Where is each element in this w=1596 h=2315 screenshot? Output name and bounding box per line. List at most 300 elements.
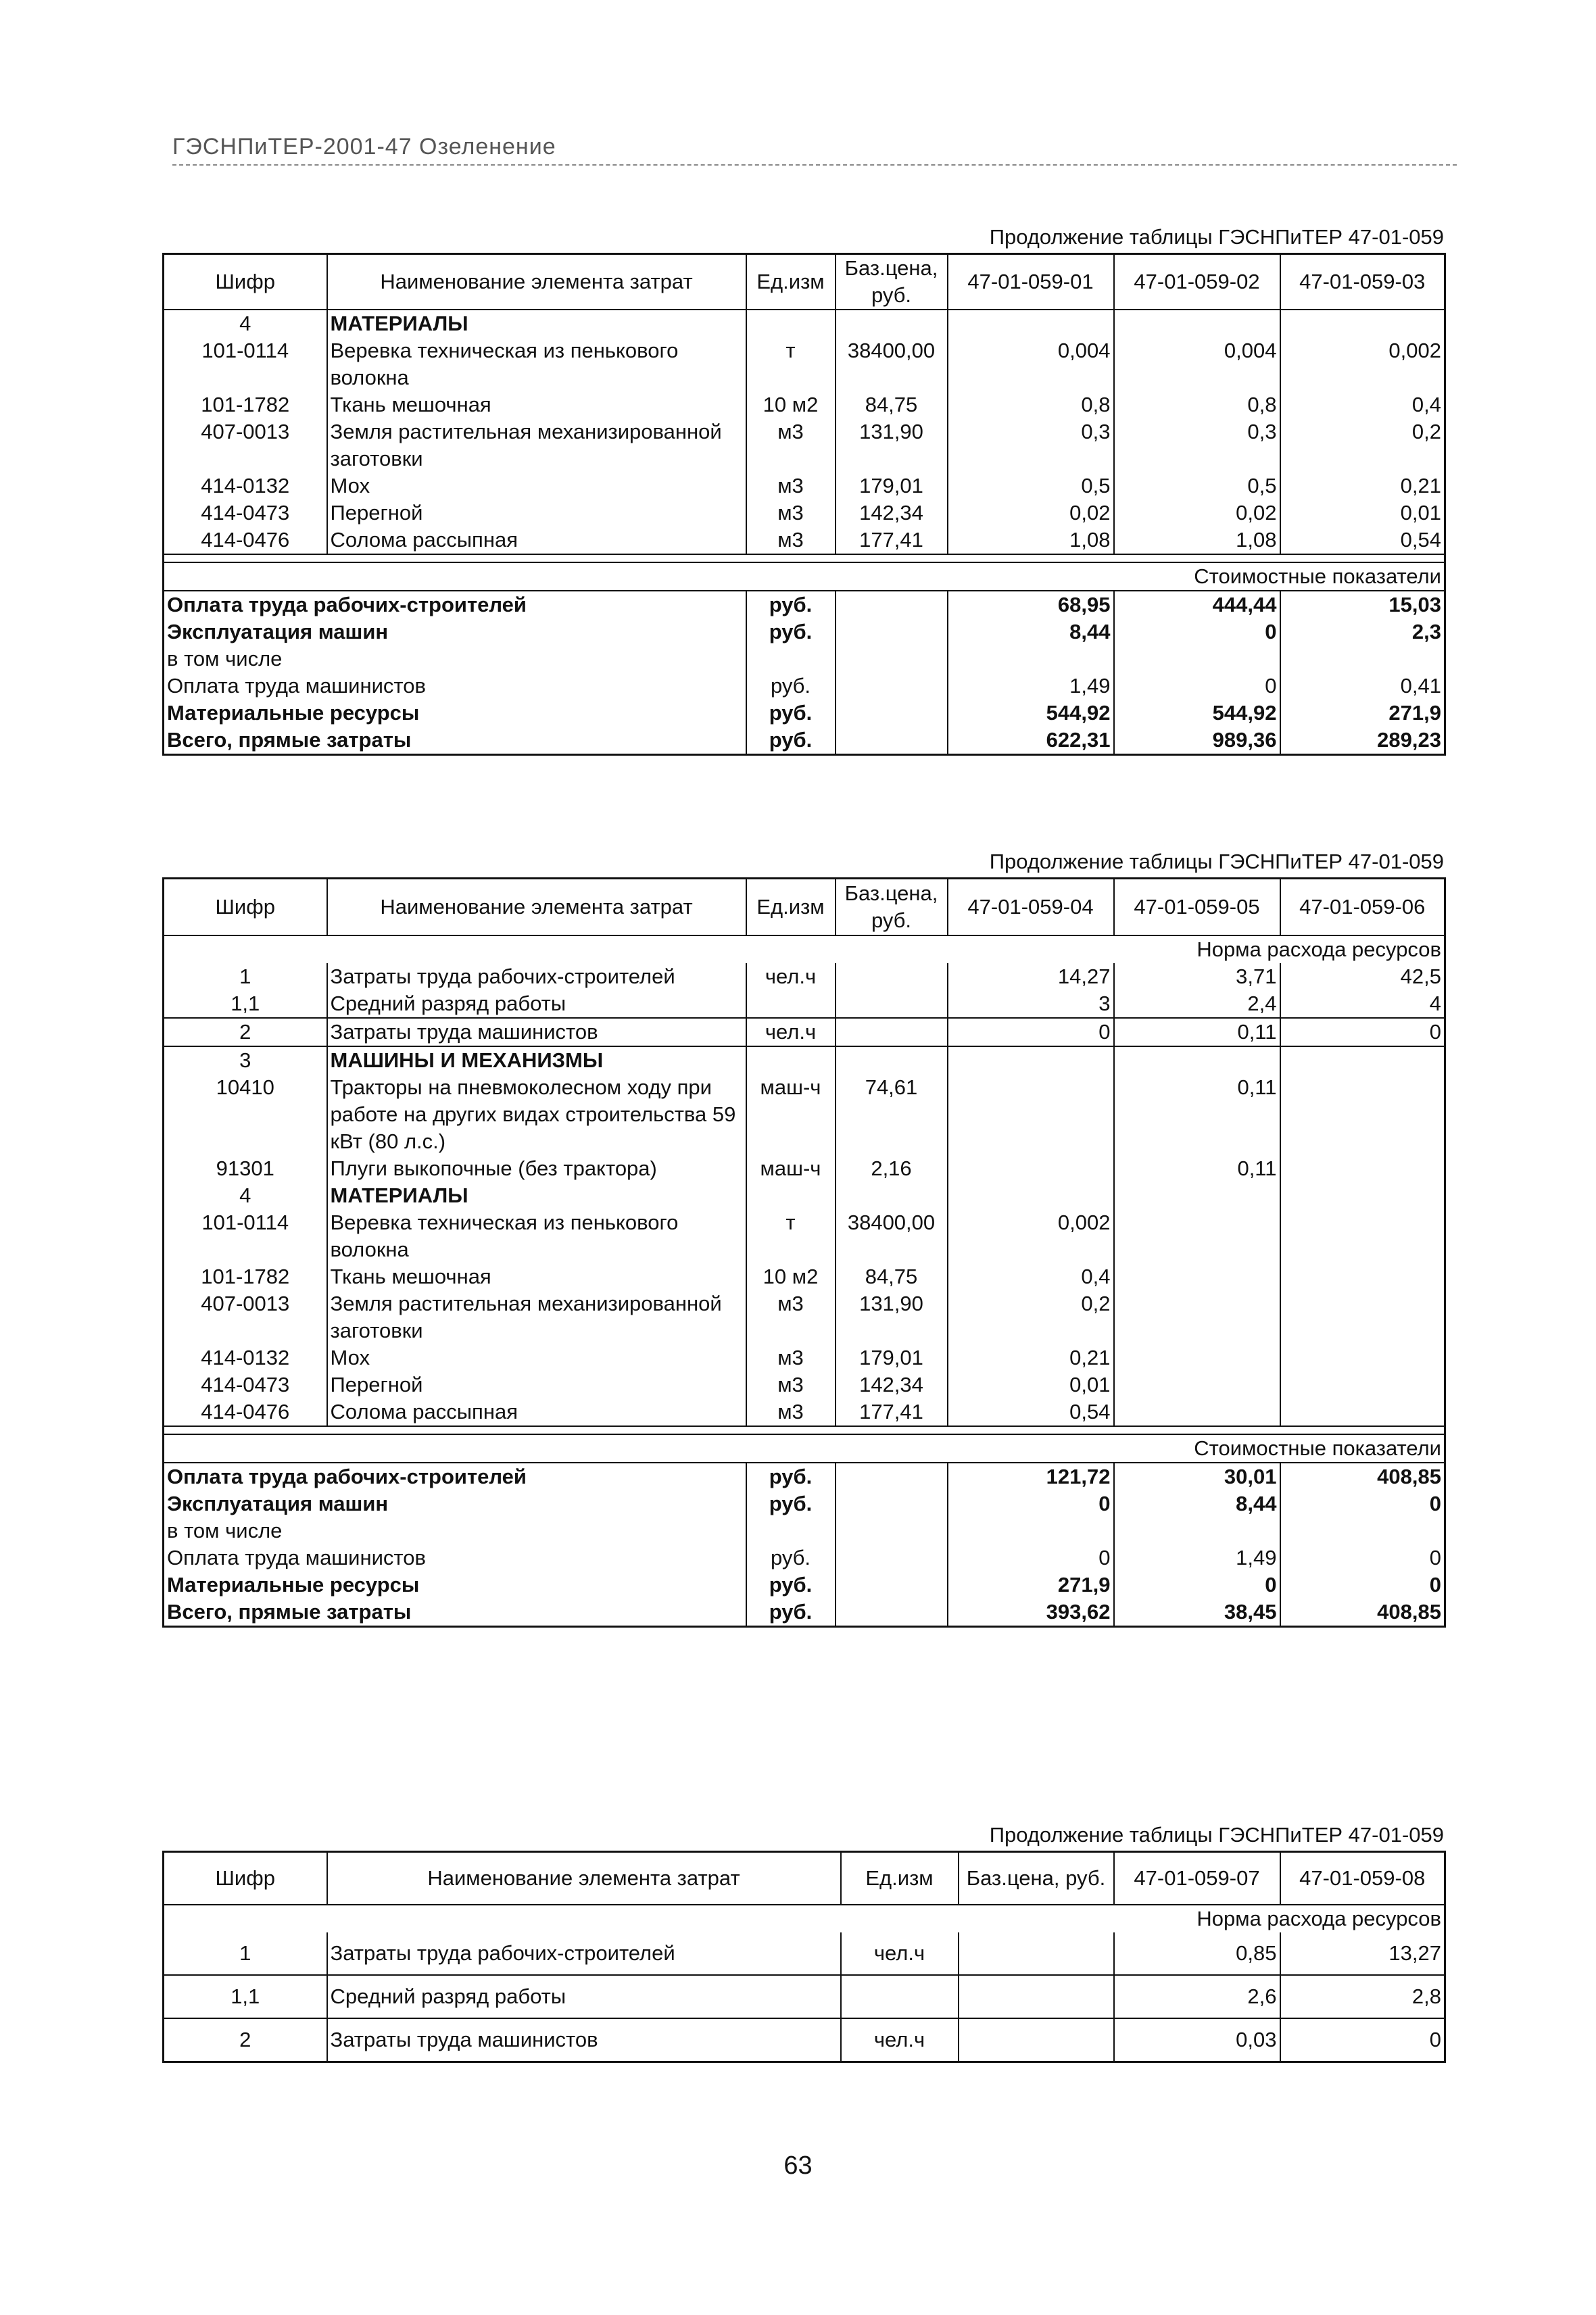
value-cell: 2,6: [1114, 1975, 1280, 2018]
section-label-row: [164, 935, 1445, 963]
value-cell: [948, 310, 1114, 337]
unit-cell: [746, 1046, 836, 1074]
price-cell: [836, 1517, 948, 1544]
name-cell: МАТЕРИАЛЫ: [327, 1182, 746, 1209]
name-cell: Средний разряд работы: [327, 1975, 841, 2018]
col-header-variant: 47-01-059-05: [1114, 879, 1280, 935]
value-cell: 3,71: [1114, 963, 1280, 990]
price-cell: [836, 591, 948, 618]
name-cell: Ткань мешочная: [327, 391, 746, 418]
name-cell: Ткань мешочная: [327, 1263, 746, 1290]
price-cell: [836, 673, 948, 700]
col-header-unit: Ед.изм: [746, 879, 836, 935]
value-cell: 0,01: [948, 1371, 1114, 1398]
value-cell: 0,3: [1114, 418, 1280, 472]
col-header-variant: 47-01-059-01: [948, 254, 1114, 310]
code-cell: 4: [164, 310, 327, 337]
code-cell: 414-0132: [164, 472, 327, 499]
value-cell: 2,8: [1280, 1975, 1445, 2018]
value-cell: 0,21: [948, 1344, 1114, 1371]
col-header-name: Наименование элемента затрат: [327, 879, 746, 935]
value-cell: 13,27: [1280, 1932, 1445, 1975]
value-cell: 0,5: [948, 472, 1114, 499]
price-cell: [836, 1599, 948, 1627]
price-cell: [836, 700, 948, 727]
header-row: [164, 879, 1445, 935]
value-cell: 0,85: [1114, 1932, 1280, 1975]
spacer-cell: [164, 554, 1445, 562]
price-cell: [836, 1571, 948, 1599]
code-cell: 407-0013: [164, 418, 327, 472]
col-header-unit: Ед.изм: [841, 1852, 959, 1905]
value-cell: [1280, 1182, 1445, 1209]
value-cell: 393,62: [948, 1599, 1114, 1627]
cost-row: [164, 1571, 1445, 1599]
table-row: [164, 391, 1445, 418]
table-1-body: [164, 310, 1445, 755]
code-cell: 10410: [164, 1074, 327, 1155]
value-cell: [1114, 1290, 1280, 1344]
value-cell: 0,11: [1114, 1155, 1280, 1182]
name-cell: МАШИНЫ И МЕХАНИЗМЫ: [327, 1046, 746, 1074]
unit-cell: т: [746, 337, 836, 391]
unit-cell: руб.: [746, 673, 836, 700]
price-cell: 142,34: [836, 1371, 948, 1398]
name-cell: Средний разряд работы: [327, 990, 746, 1018]
table-row: [164, 1975, 1445, 2018]
header-row: [164, 1852, 1445, 1905]
continuation-caption: Продолжение таблицы ГЭСНПиТЕР 47-01-059: [989, 850, 1444, 873]
unit-cell: руб.: [746, 700, 836, 727]
section-label-row: [164, 1434, 1445, 1463]
unit-cell: 10 м2: [746, 1263, 836, 1290]
value-cell: 30,01: [1114, 1463, 1280, 1490]
unit-cell: [746, 310, 836, 337]
value-cell: 0: [948, 1544, 1114, 1571]
price-cell: [959, 1975, 1114, 2018]
value-cell: 1,49: [948, 673, 1114, 700]
value-cell: 0: [1280, 1490, 1445, 1517]
table-row: [164, 310, 1445, 337]
cost-label: Оплата труда машинистов: [164, 673, 746, 700]
value-cell: [1280, 310, 1445, 337]
name-cell: Затраты труда машинистов: [327, 1018, 746, 1046]
code-cell: 1,1: [164, 1975, 327, 2018]
price-cell: [836, 963, 948, 990]
value-cell: 2,3: [1280, 618, 1445, 645]
code-cell: 91301: [164, 1155, 327, 1182]
value-cell: [1280, 1344, 1445, 1371]
unit-cell: 10 м2: [746, 391, 836, 418]
code-cell: 1,1: [164, 990, 327, 1018]
name-cell: МАТЕРИАЛЫ: [327, 310, 746, 337]
value-cell: 8,44: [1114, 1490, 1280, 1517]
cost-label: Оплата труда рабочих-строителей: [164, 591, 746, 618]
value-cell: 289,23: [1280, 727, 1445, 755]
code-cell: 414-0132: [164, 1344, 327, 1371]
value-cell: 0: [1114, 618, 1280, 645]
code-cell: 407-0013: [164, 1290, 327, 1344]
value-cell: 0,11: [1114, 1074, 1280, 1155]
value-cell: [1114, 1517, 1280, 1544]
resource-table-3: [162, 1851, 1446, 2063]
value-cell: 1,08: [948, 527, 1114, 554]
table-row: [164, 963, 1445, 990]
value-cell: [1114, 1046, 1280, 1074]
value-cell: 0,002: [1280, 337, 1445, 391]
col-header-price: Баз.цена, руб.: [836, 879, 948, 935]
unit-cell: руб.: [746, 591, 836, 618]
cost-row: [164, 618, 1445, 645]
code-cell: 2: [164, 1018, 327, 1046]
col-header-code: Шифр: [164, 1852, 327, 1905]
name-cell: Веревка техническая из пенькового волокна: [327, 1209, 746, 1263]
value-cell: 0,02: [948, 499, 1114, 527]
price-cell: 177,41: [836, 1398, 948, 1426]
value-cell: 0,03: [1114, 2018, 1280, 2062]
table-row: [164, 1371, 1445, 1398]
value-cell: [1280, 1398, 1445, 1426]
price-cell: [836, 727, 948, 755]
price-cell: 179,01: [836, 472, 948, 499]
cost-row: [164, 1490, 1445, 1517]
table-2-body: [164, 935, 1445, 1627]
table-row: [164, 1046, 1445, 1074]
cost-row: [164, 645, 1445, 673]
unit-cell: маш-ч: [746, 1155, 836, 1182]
value-cell: [1114, 1398, 1280, 1426]
spacer-cell: [164, 1426, 1445, 1434]
value-cell: 544,92: [1114, 700, 1280, 727]
value-cell: 0,004: [948, 337, 1114, 391]
value-cell: 0: [1280, 1544, 1445, 1571]
value-cell: 622,31: [948, 727, 1114, 755]
price-cell: 74,61: [836, 1074, 948, 1155]
price-cell: [836, 990, 948, 1018]
col-header-unit: Ед.изм: [746, 254, 836, 310]
continuation-caption: Продолжение таблицы ГЭСНПиТЕР 47-01-059: [989, 1823, 1444, 1847]
value-cell: 0,11: [1114, 1018, 1280, 1046]
unit-cell: руб.: [746, 1571, 836, 1599]
table-row: [164, 472, 1445, 499]
value-cell: 0,4: [1280, 391, 1445, 418]
price-cell: [959, 1932, 1114, 1975]
value-cell: 0,3: [948, 418, 1114, 472]
table-block-2: [162, 848, 1444, 1628]
name-cell: Веревка техническая из пенькового волокна: [327, 337, 746, 391]
value-cell: [1280, 1290, 1445, 1344]
header-row: [164, 254, 1445, 310]
price-cell: 177,41: [836, 527, 948, 554]
unit-cell: м3: [746, 472, 836, 499]
table-row: [164, 527, 1445, 554]
value-cell: [1114, 310, 1280, 337]
unit-cell: м3: [746, 527, 836, 554]
price-cell: 131,90: [836, 418, 948, 472]
page-number: 63: [783, 2151, 813, 2180]
spacer-row: [164, 554, 1445, 562]
price-cell: [836, 618, 948, 645]
value-cell: 0,002: [948, 1209, 1114, 1263]
cost-label: в том числе: [164, 645, 746, 673]
cost-label: Оплата труда машинистов: [164, 1544, 746, 1571]
value-cell: 0: [1280, 2018, 1445, 2062]
value-cell: 0: [1280, 1571, 1445, 1599]
value-cell: 0: [948, 1490, 1114, 1517]
unit-cell: м3: [746, 1371, 836, 1398]
value-cell: 271,9: [948, 1571, 1114, 1599]
unit-cell: руб.: [746, 1599, 836, 1627]
name-cell: Перегной: [327, 1371, 746, 1398]
value-cell: [948, 645, 1114, 673]
value-cell: 444,44: [1114, 591, 1280, 618]
value-cell: [1280, 1517, 1445, 1544]
value-cell: 4: [1280, 990, 1445, 1018]
cost-row: [164, 1599, 1445, 1627]
cost-row: [164, 727, 1445, 755]
unit-cell: [746, 1182, 836, 1209]
col-header-variant: 47-01-059-06: [1280, 879, 1445, 935]
unit-cell: чел.ч: [746, 963, 836, 990]
unit-cell: [746, 990, 836, 1018]
continuation-caption: Продолжение таблицы ГЭСНПиТЕР 47-01-059: [989, 225, 1444, 249]
col-header-code: Шифр: [164, 254, 327, 310]
cost-label: Всего, прямые затраты: [164, 1599, 746, 1627]
unit-cell: м3: [746, 1398, 836, 1426]
unit-cell: м3: [746, 1290, 836, 1344]
table-3-body: [164, 1905, 1445, 2062]
value-cell: 0,54: [1280, 527, 1445, 554]
unit-cell: м3: [746, 1344, 836, 1371]
cost-label: в том числе: [164, 1517, 746, 1544]
name-cell: Затраты труда рабочих-строителей: [327, 963, 746, 990]
section-label-row: [164, 562, 1445, 591]
price-cell: 38400,00: [836, 337, 948, 391]
table-row: [164, 1074, 1445, 1155]
price-cell: 84,75: [836, 1263, 948, 1290]
name-cell: Перегной: [327, 499, 746, 527]
price-cell: 131,90: [836, 1290, 948, 1344]
cost-label: Эксплуатация машин: [164, 1490, 746, 1517]
value-cell: 14,27: [948, 963, 1114, 990]
value-cell: 0: [1280, 1018, 1445, 1046]
table-row: [164, 1182, 1445, 1209]
price-cell: [836, 310, 948, 337]
table-row: [164, 418, 1445, 472]
unit-cell: [841, 1975, 959, 2018]
table-row: [164, 2018, 1445, 2062]
value-cell: 989,36: [1114, 727, 1280, 755]
value-cell: 2,4: [1114, 990, 1280, 1018]
section-label: Стоимостные показатели: [164, 1434, 1445, 1463]
cost-row: [164, 1544, 1445, 1571]
code-cell: 414-0473: [164, 499, 327, 527]
unit-cell: руб.: [746, 1463, 836, 1490]
cost-row: [164, 1517, 1445, 1544]
col-header-price: Баз.цена, руб.: [959, 1852, 1114, 1905]
table-row: [164, 1398, 1445, 1426]
value-cell: [1114, 1344, 1280, 1371]
code-cell: 414-0476: [164, 527, 327, 554]
value-cell: [948, 1517, 1114, 1544]
value-cell: 408,85: [1280, 1463, 1445, 1490]
col-header-variant: 47-01-059-08: [1280, 1852, 1445, 1905]
value-cell: 0,8: [948, 391, 1114, 418]
value-cell: [1114, 645, 1280, 673]
value-cell: [1280, 1074, 1445, 1155]
code-cell: 4: [164, 1182, 327, 1209]
value-cell: 15,03: [1280, 591, 1445, 618]
price-cell: 38400,00: [836, 1209, 948, 1263]
cost-label: Эксплуатация машин: [164, 618, 746, 645]
cost-label: Материальные ресурсы: [164, 1571, 746, 1599]
price-cell: 2,16: [836, 1155, 948, 1182]
value-cell: 42,5: [1280, 963, 1445, 990]
value-cell: 0,02: [1114, 499, 1280, 527]
name-cell: Солома рассыпная: [327, 1398, 746, 1426]
unit-cell: м3: [746, 499, 836, 527]
cost-label: Материальные ресурсы: [164, 700, 746, 727]
name-cell: Солома рассыпная: [327, 527, 746, 554]
value-cell: [1280, 1263, 1445, 1290]
value-cell: 0,2: [948, 1290, 1114, 1344]
table-block-3: [162, 1821, 1444, 2063]
col-header-variant: 47-01-059-03: [1280, 254, 1445, 310]
unit-cell: [746, 1517, 836, 1544]
value-cell: 0,8: [1114, 391, 1280, 418]
table-row: [164, 1155, 1445, 1182]
price-cell: [836, 1018, 948, 1046]
cost-row: [164, 700, 1445, 727]
price-cell: [959, 2018, 1114, 2062]
price-cell: [836, 1544, 948, 1571]
table-row: [164, 1932, 1445, 1975]
value-cell: [948, 1155, 1114, 1182]
code-cell: 101-0114: [164, 337, 327, 391]
value-cell: 8,44: [948, 618, 1114, 645]
resource-table-1: [162, 253, 1446, 756]
value-cell: 544,92: [948, 700, 1114, 727]
value-cell: 0,01: [1280, 499, 1445, 527]
value-cell: 0: [948, 1018, 1114, 1046]
table-row: [164, 1344, 1445, 1371]
cost-label: Всего, прямые затраты: [164, 727, 746, 755]
table-row: [164, 1209, 1445, 1263]
value-cell: [948, 1182, 1114, 1209]
table-row: [164, 1263, 1445, 1290]
unit-cell: чел.ч: [841, 2018, 959, 2062]
value-cell: [1114, 1209, 1280, 1263]
col-header-name: Наименование элемента затрат: [327, 1852, 841, 1905]
price-cell: [836, 1046, 948, 1074]
cost-row: [164, 1463, 1445, 1490]
value-cell: 0,41: [1280, 673, 1445, 700]
value-cell: 0: [1114, 673, 1280, 700]
cost-row: [164, 591, 1445, 618]
name-cell: Мох: [327, 1344, 746, 1371]
unit-cell: чел.ч: [746, 1018, 836, 1046]
value-cell: [948, 1046, 1114, 1074]
price-cell: 84,75: [836, 391, 948, 418]
value-cell: [1114, 1263, 1280, 1290]
value-cell: [1114, 1182, 1280, 1209]
value-cell: [1280, 645, 1445, 673]
code-cell: 414-0476: [164, 1398, 327, 1426]
unit-cell: чел.ч: [841, 1932, 959, 1975]
table-block-1: [162, 223, 1444, 756]
value-cell: [1280, 1209, 1445, 1263]
value-cell: [1114, 1371, 1280, 1398]
table-row: [164, 1290, 1445, 1344]
col-header-name: Наименование элемента затрат: [327, 254, 746, 310]
code-cell: 2: [164, 2018, 327, 2062]
value-cell: 0,004: [1114, 337, 1280, 391]
cost-label: Оплата труда рабочих-строителей: [164, 1463, 746, 1490]
code-cell: 101-1782: [164, 391, 327, 418]
value-cell: 121,72: [948, 1463, 1114, 1490]
col-header-variant: 47-01-059-02: [1114, 254, 1280, 310]
col-header-code: Шифр: [164, 879, 327, 935]
name-cell: Земля растительная механизированной заготовки: [327, 1290, 746, 1344]
value-cell: 1,08: [1114, 527, 1280, 554]
name-cell: Мох: [327, 472, 746, 499]
unit-cell: руб.: [746, 1490, 836, 1517]
section-label: Норма расхода ресурсов: [164, 1905, 1445, 1932]
unit-cell: руб.: [746, 618, 836, 645]
table-row: [164, 990, 1445, 1018]
price-cell: [836, 1182, 948, 1209]
value-cell: 0,54: [948, 1398, 1114, 1426]
code-cell: 3: [164, 1046, 327, 1074]
unit-cell: руб.: [746, 1544, 836, 1571]
name-cell: Затраты труда машинистов: [327, 2018, 841, 2062]
unit-cell: [746, 645, 836, 673]
price-cell: 179,01: [836, 1344, 948, 1371]
name-cell: Земля растительная механизированной заготовки: [327, 418, 746, 472]
value-cell: 68,95: [948, 591, 1114, 618]
unit-cell: маш-ч: [746, 1074, 836, 1155]
value-cell: [948, 1074, 1114, 1155]
value-cell: 3: [948, 990, 1114, 1018]
code-cell: 1: [164, 1932, 327, 1975]
value-cell: 271,9: [1280, 700, 1445, 727]
table-row: [164, 337, 1445, 391]
value-cell: [1280, 1155, 1445, 1182]
col-header-variant: 47-01-059-04: [948, 879, 1114, 935]
value-cell: 408,85: [1280, 1599, 1445, 1627]
spacer-row: [164, 1426, 1445, 1434]
section-label: Стоимостные показатели: [164, 562, 1445, 591]
table-row: [164, 499, 1445, 527]
section-label-row: [164, 1905, 1445, 1932]
price-cell: 142,34: [836, 499, 948, 527]
cost-row: [164, 673, 1445, 700]
col-header-variant: 47-01-059-07: [1114, 1852, 1280, 1905]
code-cell: 1: [164, 963, 327, 990]
name-cell: Тракторы на пневмоколесном ходу при работе на других видах строительства 59 кВт (80 л.с.): [327, 1074, 746, 1155]
value-cell: [1280, 1371, 1445, 1398]
name-cell: Плуги выкопочные (без трактора): [327, 1155, 746, 1182]
value-cell: 38,45: [1114, 1599, 1280, 1627]
value-cell: [1280, 1046, 1445, 1074]
unit-cell: руб.: [746, 727, 836, 755]
code-cell: 101-1782: [164, 1263, 327, 1290]
value-cell: 0,5: [1114, 472, 1280, 499]
value-cell: 0: [1114, 1571, 1280, 1599]
section-label: Норма расхода ресурсов: [164, 935, 1445, 963]
col-header-price: Баз.цена, руб.: [836, 254, 948, 310]
value-cell: 1,49: [1114, 1544, 1280, 1571]
